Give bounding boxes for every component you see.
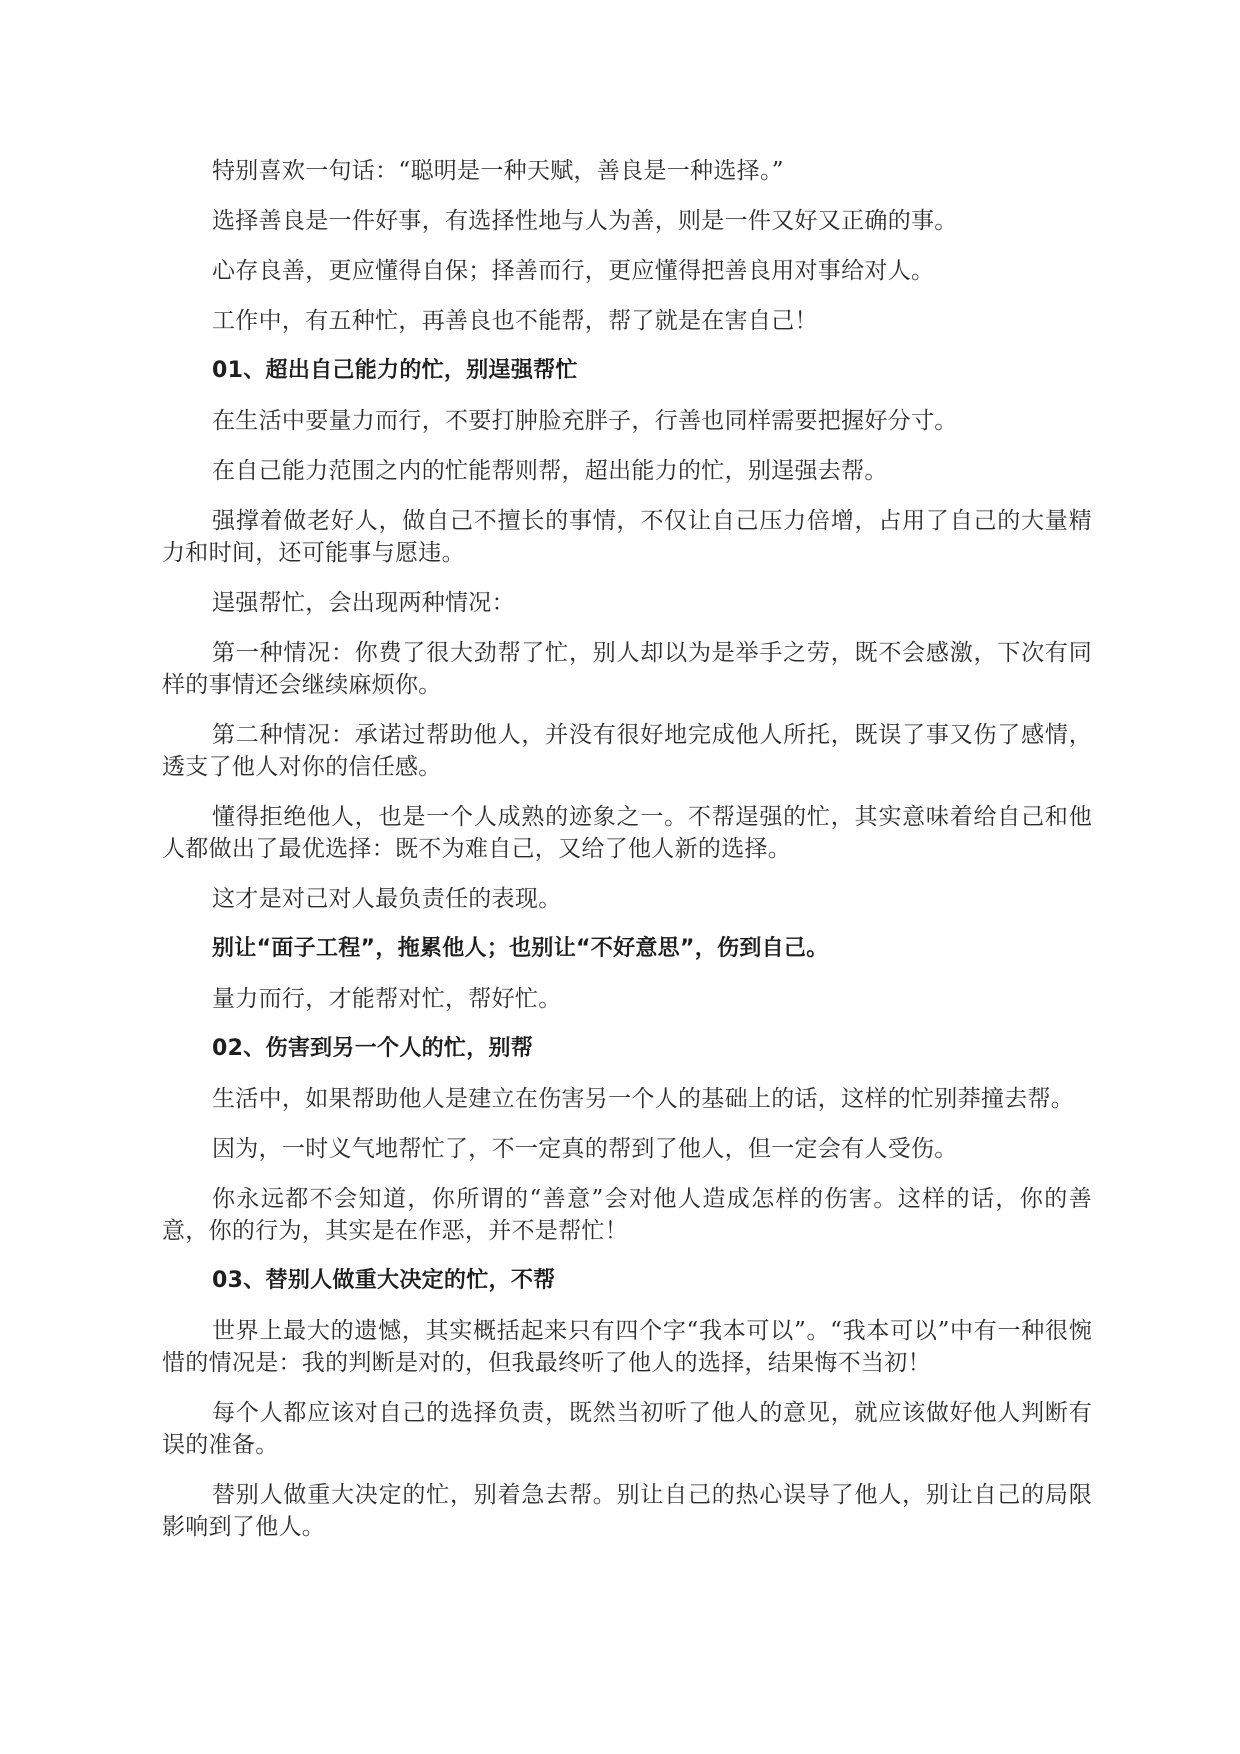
section-heading: 02、伤害到另一个人的忙，别帮 — [212, 1036, 534, 1061]
paragraph: 逞强帮忙，会出现两种情况： — [212, 590, 515, 616]
paragraph: 第一种情况：你费了很大劲帮了忙，别人却以为是举手之劳，既不会感激，下次有同样的事情还会继续麻烦你。 — [162, 640, 1092, 698]
paragraph: 因为，一时义气地帮忙了，不一定真的帮到了他人，但一定会有人受伤。 — [212, 1136, 958, 1162]
paragraph: 在自己能力范围之内的忙能帮则帮，超出能力的忙，别逞强去帮。 — [212, 458, 888, 484]
paragraph: 特别喜欢一句话：“聪明是一种天赋，善良是一种选择。” — [212, 158, 784, 184]
bold-statement: 别让“面子工程”，拖累他人；也别让“不好意思”，伤到自己。 — [212, 936, 829, 961]
paragraph: 心存良善，更应懂得自保；择善而行，更应懂得把善良用对事给对人。 — [212, 258, 935, 284]
paragraph: 生活中，如果帮助他人是建立在伤害另一个人的基础上的话，这样的忙别莽撞去帮。 — [212, 1086, 1075, 1112]
section-heading: 01、超出自己能力的忙，别逞强帮忙 — [212, 358, 578, 383]
paragraph: 懂得拒绝他人，也是一个人成熟的迹象之一。不帮逞强的忙，其实意味着给自己和他人都做出了最优选择：既不为难自己，又给了他人新的选择。 — [162, 804, 1092, 862]
paragraph: 量力而行，才能帮对忙，帮好忙。 — [212, 986, 562, 1012]
paragraph: 世界上最大的遗憾，其实概括起来只有四个字“我本可以”。“我本可以”中有一种很惋惜的情况是：我的判断是对的，但我最终听了他人的选择，结果悔不当初！ — [162, 1318, 1092, 1376]
paragraph: 你永远都不会知道，你所谓的“善意”会对他人造成怎样的伤害。这样的话，你的善意，你的行为，其实是在作恶，并不是帮忙！ — [162, 1186, 1092, 1244]
paragraph: 选择善良是一件好事，有选择性地与人为善，则是一件又好又正确的事。 — [212, 208, 958, 234]
paragraph: 这才是对己对人最负责任的表现。 — [212, 886, 562, 912]
paragraph: 强撑着做老好人，做自己不擅长的事情，不仅让自己压力倍增，占用了自己的大量精力和时间，还可能事与愿违。 — [162, 508, 1092, 566]
section-heading: 03、替别人做重大决定的忙，不帮 — [212, 1268, 556, 1293]
paragraph: 每个人都应该对自己的选择负责，既然当初听了他人的意见，就应该做好他人判断有误的准备。 — [162, 1400, 1092, 1458]
document-body — [162, 155, 1092, 1561]
paragraph: 第二种情况：承诺过帮助他人，并没有很好地完成他人所托，既误了事又伤了感情，透支了他人对你的信任感。 — [162, 722, 1092, 780]
paragraph: 替别人做重大决定的忙，别着急去帮。别让自己的热心误导了他人，别让自己的局限影响到了他人。 — [162, 1482, 1092, 1540]
paragraph: 在生活中要量力而行，不要打肿脸充胖子，行善也同样需要把握好分寸。 — [212, 408, 958, 434]
paragraph: 工作中，有五种忙，再善良也不能帮，帮了就是在害自己！ — [212, 308, 818, 334]
